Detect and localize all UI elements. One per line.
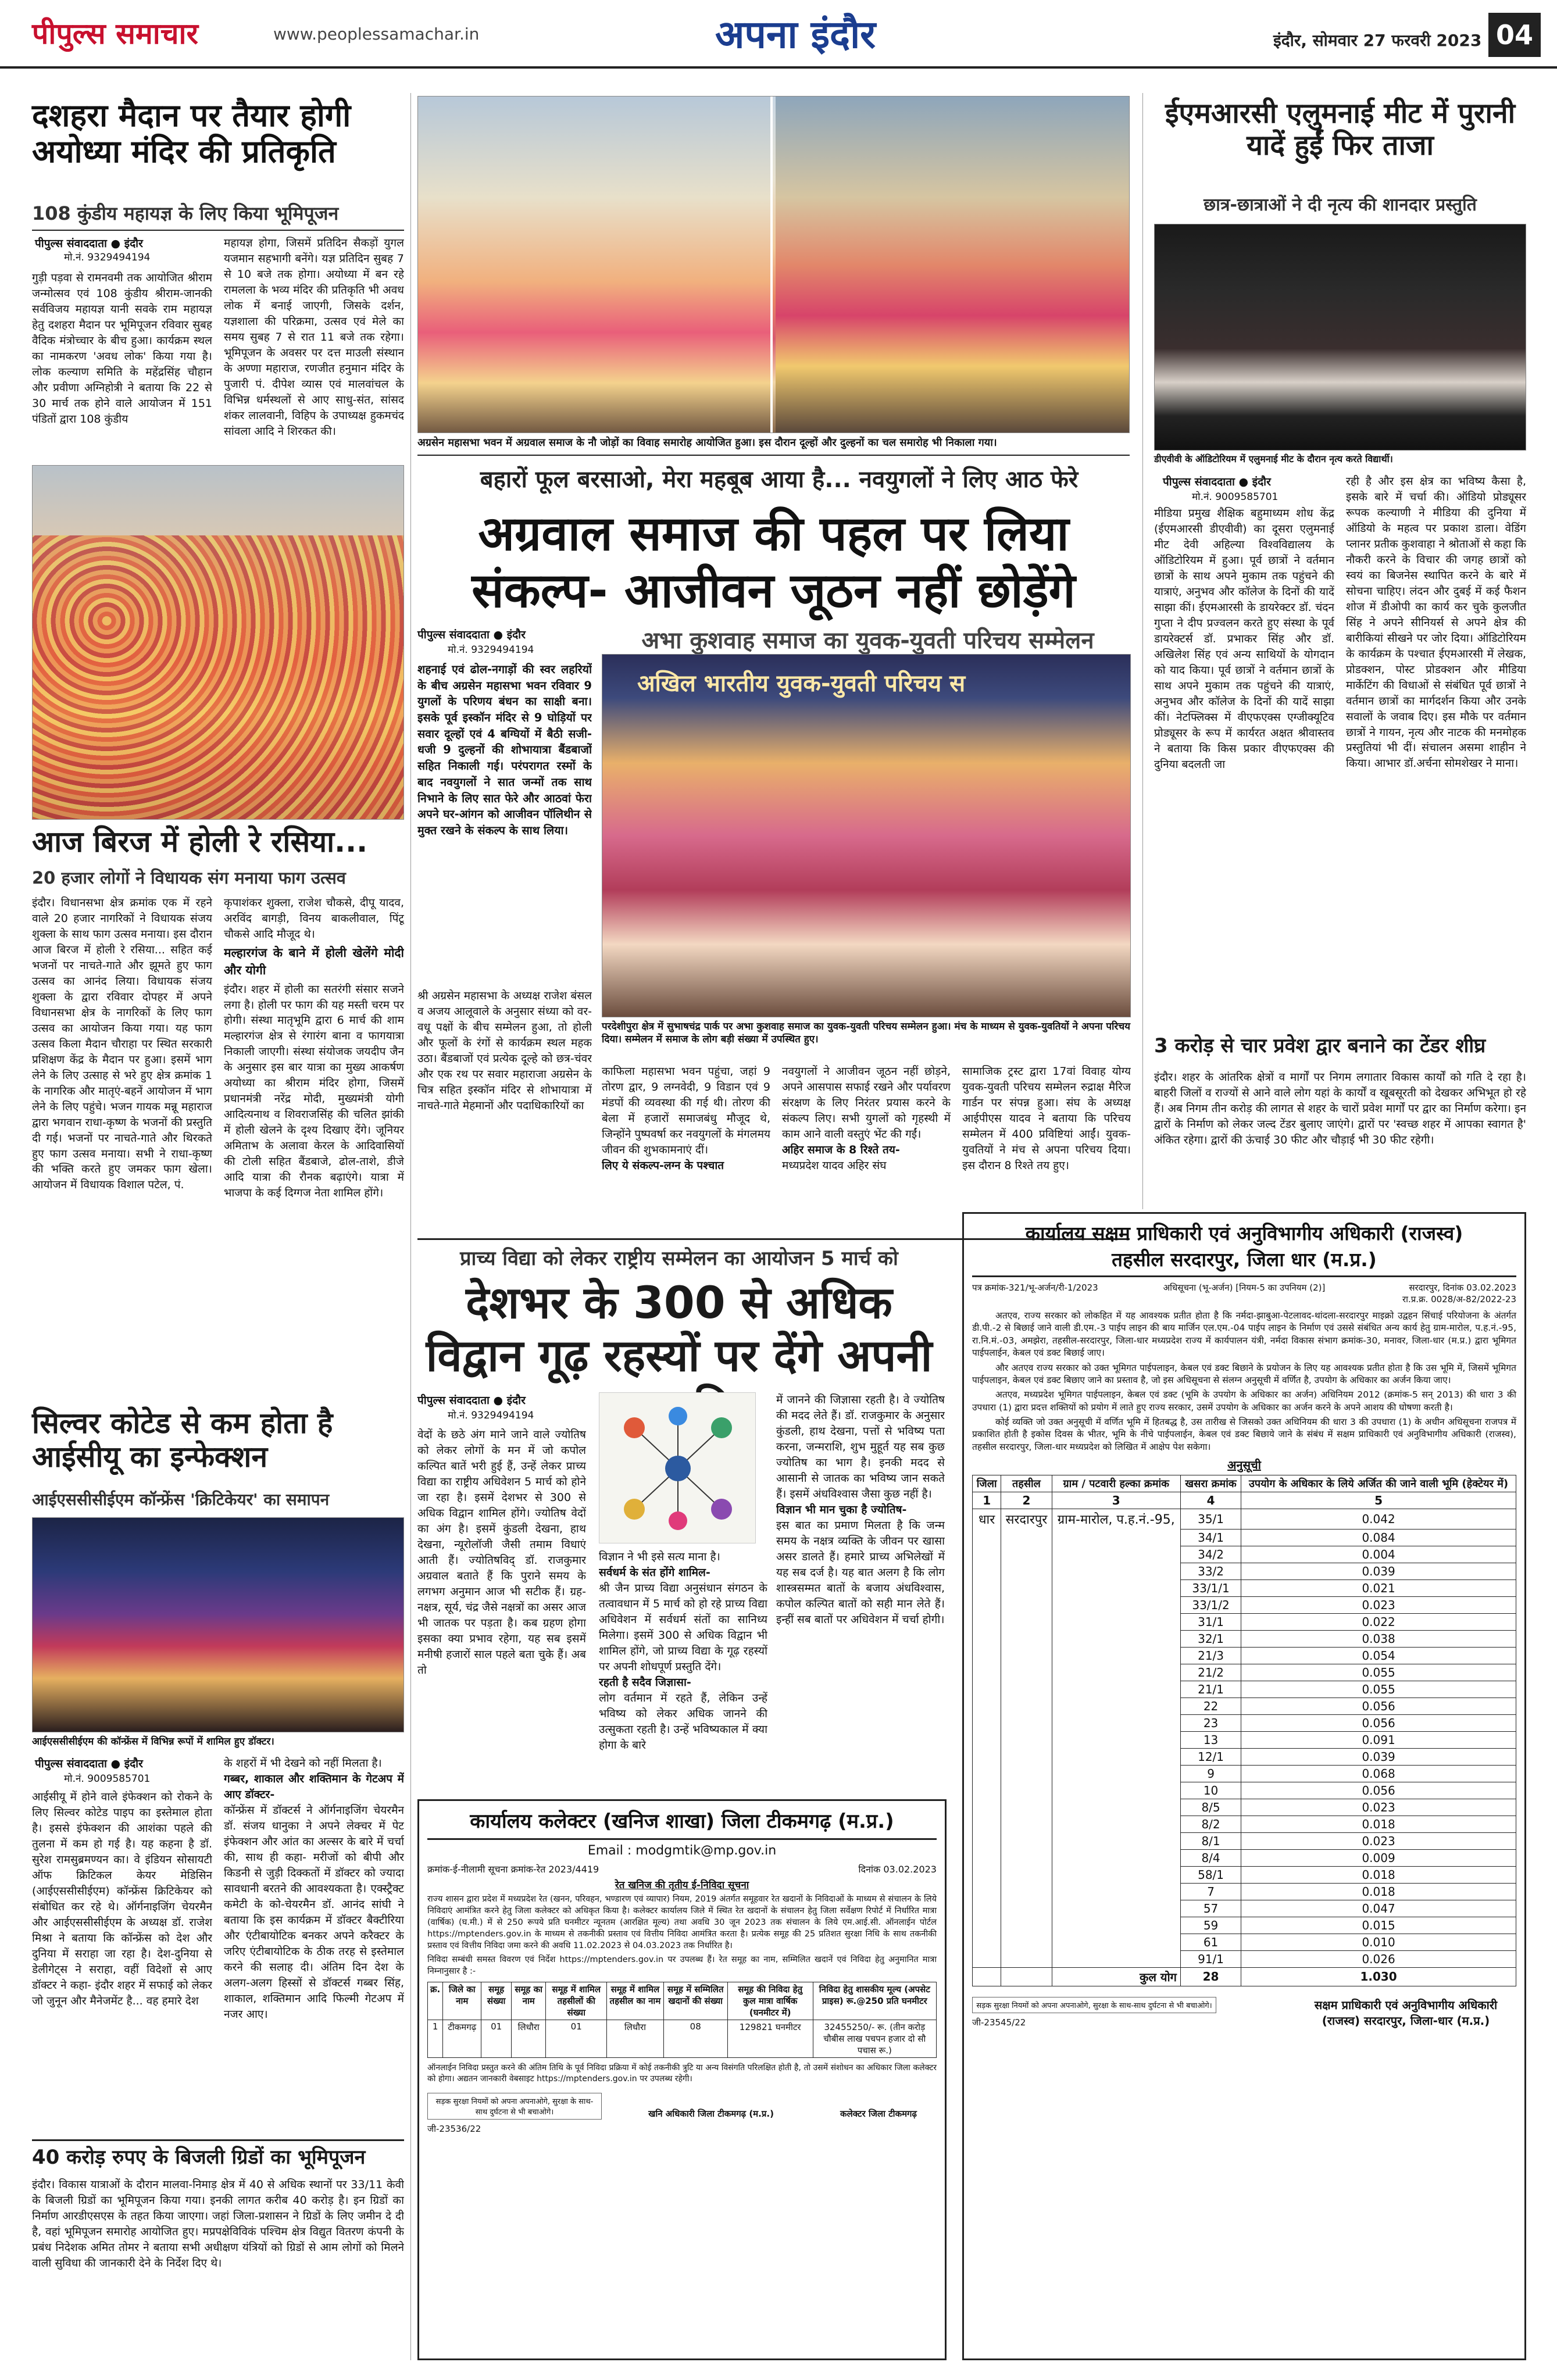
schedule-empty-cell bbox=[973, 1630, 1001, 1647]
schedule-row bbox=[973, 1509, 1516, 1530]
schedule-empty-cell bbox=[1052, 1883, 1180, 1900]
prachya-col1: वेदों के छठे अंग माने जाने वाले ज्योतिष को लेकर लोगों के मन में जो कपोल कल्पित बातें भरी हुई हैं, उन्हें लेकर प्राच्य विद्या का राष्ट्रीय अधिवेशन 5 मार्च को होने जा रहा है। इसमें देशभर से 300 से अधिक विद्वान शामिल होंगे। ज्योतिष वेदों का अंग है। इसमें कुंडली देखना, हाथ देखना, न्यूरोलॉजी जैसी तमाम विधाएं आती हैं। ज्योतिषविद् डॉ. राजकुमार अग्रवाल बताते हैं कि पुराने समय के लगभग अनुमान आज भी सटीक हैं। ग्रह-नक्षत्र, सूर्य, चंद्र जैसे नक्षत्रों का असर आज भी जातक पर पड़ता है। कब ग्रहण होगा इसका क्या प्रभाव रहेगा, यह सब इसमें मनीषी हजारों साल पहले बता चुके हैं। अब तो bbox=[417, 1428, 586, 1677]
dhar-ref-left: पत्र क्रमांक-321/भू-अर्जन/री-1/2023 bbox=[972, 1282, 1098, 1293]
tikamgarh-table-header: समूह संख्या bbox=[481, 1982, 512, 2020]
schedule-empty-cell bbox=[1052, 1647, 1180, 1664]
schedule-khasra: 58/1 bbox=[1180, 1866, 1241, 1883]
schedule-area: 0.018 bbox=[1241, 1866, 1516, 1883]
schedule-khasra: 22 bbox=[1180, 1698, 1241, 1714]
schedule-area: 0.021 bbox=[1241, 1579, 1516, 1596]
sammelan-banner-text: अखिल भारतीय युवक-युवती परिचय स bbox=[637, 670, 966, 697]
schedule-empty-cell bbox=[1052, 1782, 1180, 1799]
schedule-area: 0.018 bbox=[1241, 1816, 1516, 1832]
tikamgarh-body2: निविदा सम्बंधी समस्त विवरण एवं निर्देश https://mptenders.gov.in पर उपलब्ध हैं। रेत समूह का नाम, सम्मिलित खदानें एवं निविदा हेतु अनुमानित मात्रा निम्नानुसार है :- bbox=[427, 1955, 937, 1976]
schedule-empty-cell bbox=[973, 1799, 1001, 1816]
silver-photo-caption: आईएससीसीईएम की कॉन्फ्रेंस में विभिन्न रूपों में शामिल हुए डॉक्टर। bbox=[32, 1736, 274, 1748]
schedule-row bbox=[973, 1630, 1516, 1647]
schedule-khasra: 31/1 bbox=[1180, 1613, 1241, 1630]
schedule-empty-cell bbox=[1052, 1917, 1180, 1934]
schedule-khasra: 57 bbox=[1180, 1900, 1241, 1917]
schedule-khasra: 59 bbox=[1180, 1917, 1241, 1934]
dhar-body4: कोई व्यक्ति जो उक्त अनुसूची में वर्णित भूमि में हितबद्ध है, उस तारीख से जिसको उक्त अधिनियम की धारा 3 की उपधारा (1) के अधीन अधिसूचना राजपत्र में प्रकाशित होती है इकोस दिवस के भीतर, भूमि के नीचे पाईपलाईन, केबल एवं डक्ट बिछाये जाने के संबंध में सक्षम प्राधिकारी एवं अनुविभागीय अधिकारी (राजस्व), तहसील सरदारपुर, जिला-धार मध्यप्रदेश को लिखित में आक्षेप पेश सकेगा। bbox=[972, 1417, 1516, 1452]
schedule-empty-cell bbox=[973, 1832, 1001, 1849]
people-network-illustration bbox=[599, 1392, 756, 1543]
schedule-total-label: कुल योग bbox=[1052, 1967, 1180, 1986]
tikamgarh-subject: रेत खनिज की तृतीय ई-निविदा सूचना bbox=[615, 1879, 749, 1891]
schedule-empty-cell bbox=[1001, 1630, 1052, 1647]
tikamgarh-table-cell: टीकमगढ़ bbox=[443, 2020, 481, 2058]
dhar-notice bbox=[962, 1212, 1526, 2360]
dhar-body3: अतएव, मध्यप्रदेश भूमिगत पाईपलाइन, केबल एवं डक्ट (भूमि के उपयोग के अधिकार का अर्जन) अधिनियम 2012 (क्रमांक-5 सन् 2013) की धारा 3 की उपधारा (1) द्वारा प्रदत्त शक्तियों को प्रयोग में लाते हुए राज्य सरकार, उसमें उपयोग के अधिकार का अर्जन करने के अपने आशय की घोषणा करती है। bbox=[972, 1389, 1516, 1413]
schedule-empty-cell bbox=[1001, 1950, 1052, 1967]
silver-byline: पीपुल्स संवाददाता ● इंदौर bbox=[35, 1757, 143, 1770]
schedule-area: 0.056 bbox=[1241, 1714, 1516, 1731]
holi-subhead: 20 हजार लोगों ने विधायक संग मनाया फाग उत्सव bbox=[32, 868, 346, 888]
tikamgarh-table-cell: 1 bbox=[428, 2020, 443, 2058]
emrc-subhead: छात्र-छात्राओं ने दी नृत्य की शानदार प्रस्तुति bbox=[1204, 195, 1477, 215]
schedule-khasra: 21/1 bbox=[1180, 1681, 1241, 1698]
schedule-area: 0.010 bbox=[1241, 1934, 1516, 1950]
dhar-body2: और अतएव राज्य सरकार को उक्त भूमिगत पाईपलाइन, केबल एवं डक्ट बिछाने के प्रयोजन के लिए यह आवश्यक प्रतीत होता है कि उस भूमि में, जिसमें भूमिगत पाईपलाइन, केबल एवं डक्ट बिछाए जाने का प्रस्ताव है, जो इस अधिसूचना से संलग्न अनुसूची में वर्णित है, उपयोग के अधिकार का अर्जन किया जाए। bbox=[972, 1362, 1516, 1385]
schedule-empty-cell bbox=[1001, 1883, 1052, 1900]
tikamgarh-title: कार्यालय कलेक्टर (खनिज शाखा) जिला टीकमगढ़ (म.प्र.) bbox=[427, 1807, 937, 1840]
schedule-khasra: 21/2 bbox=[1180, 1664, 1241, 1681]
schedule-area: 0.084 bbox=[1241, 1529, 1516, 1546]
schedule-row bbox=[973, 1613, 1516, 1630]
emrc-headline: ईएमआरसी एलुमनाई मीट में पुरानी यादें हुईं फिर ताजा bbox=[1165, 97, 1516, 162]
schedule-empty-cell bbox=[973, 1546, 1001, 1563]
schedule-khasra: 8/5 bbox=[1180, 1799, 1241, 1816]
paper-logo: पीपुल्स समाचार bbox=[32, 17, 198, 51]
schedule-empty-cell bbox=[973, 1782, 1001, 1799]
prachya-col3: में जानने की जिज्ञासा रहती है। वे ज्योतिष की मदद लेते हैं। डॉ. राजकुमार के अनुसार कुंडली, हाथ देखना, पत्तों से भविष्य पता करना, जन्मराशि, शुभ मुहूर्त यह सब कुछ ज्योतिष का भाग है। इनकी मदद से आसानी से जातक का भविष्य जान सकते हैं। इसमें अंधविश्वास जैसा कुछ नहीं है। विज्ञान भी मान चुका है ज्योतिष- इस बात का प्रमाण मिलता है कि जन्म समय के नक्षत्र व्यक्ति के जीवन पर खासा असर डालते हैं। हमारे प्राच्य अभिलेखों में यह सब दर्ज है। यह बात अलग है कि लोग शास्त्रसम्मत बातों के बजाय अंधविश्वास, कपोल कल्पित बातों को सही मान लेते हैं। इन्हीं सब बातों पर अधिवेशन में चर्चा होगी। bbox=[776, 1393, 945, 1626]
dhar-ref-right: सरदारपुर, दिनांक 03.02.2023 bbox=[1409, 1282, 1516, 1293]
section-title: अपना इंदौर bbox=[715, 12, 876, 57]
tikamgarh-table-header: क्र. bbox=[428, 1982, 443, 2020]
prachya-col2: विज्ञान ने भी इसे सत्य माना है। सर्वधर्म के संत होंगे शामिल- श्री जैन प्राच्य विद्या अनुसंधान संगठन के तत्वावधान में 5 मार्च को हो रहे प्राच्य विद्या अधिवेशन में सर्वधर्म संतों का सानिध्य मिलेगा। इसमें 300 से अधिक विद्वान भी शामिल होंगे, जो प्राच्य विद्या के गूढ़ रहस्यों पर अपनी शोधपूर्ण प्रस्तुति देंगे। रहती है सदैव जिज्ञासा- लोग वर्तमान में रहते हैं, लेकिन उन्हें भविष्य को लेकर अधिक जानने की उत्सुकता रहती है। उन्हें भविष्यकाल में क्या होगा के बारे bbox=[599, 1550, 767, 1752]
schedule-row bbox=[973, 1799, 1516, 1816]
schedule-empty-cell bbox=[1052, 1832, 1180, 1849]
holi-headline: आज बिरज में होली रे रसिया... bbox=[32, 825, 368, 859]
schedule-row bbox=[973, 1529, 1516, 1546]
tikamgarh-email: Email : modgmtik@mp.gov.in bbox=[587, 1843, 777, 1858]
schedule-empty-cell bbox=[1001, 1563, 1052, 1579]
dateline: इंदौर, सोमवार 27 फरवरी 2023 bbox=[1273, 31, 1482, 50]
dhar-title2: तहसील सरदारपुर, जिला धार (म.प्र.) bbox=[972, 1246, 1516, 1277]
schedule-area: 0.068 bbox=[1241, 1765, 1516, 1782]
tikamgarh-table-cell: 01 bbox=[546, 2020, 607, 2058]
schedule-empty-cell bbox=[1052, 1664, 1180, 1681]
schedule-row bbox=[973, 1782, 1516, 1799]
emrc-mobile: मो.नं. 9009585701 bbox=[1192, 491, 1279, 503]
dhar-sign: सक्षम प्राधिकारी एवं अनुविभागीय अधिकारी (राजस्व) सरदारपुर, जिला-धार (म.प्र.) bbox=[1314, 1997, 1498, 2028]
emrc-dance-photo bbox=[1154, 224, 1526, 451]
schedule-column-number: 3 bbox=[1052, 1492, 1180, 1509]
schedule-empty-cell bbox=[1052, 1950, 1180, 1967]
schedule-area: 0.018 bbox=[1241, 1883, 1516, 1900]
schedule-column-number: 2 bbox=[1001, 1492, 1052, 1509]
schedule-khasra: 9 bbox=[1180, 1765, 1241, 1782]
schedule-empty-cell bbox=[1001, 1714, 1052, 1731]
schedule-row bbox=[973, 1714, 1516, 1731]
schedule-empty-cell bbox=[1001, 1765, 1052, 1782]
schedule-empty-cell bbox=[1001, 1613, 1052, 1630]
ayodhya-byline: पीपुल्स संवाददाता ● इंदौर bbox=[35, 237, 143, 250]
schedule-khasra: 34/1 bbox=[1180, 1529, 1241, 1546]
schedule-khasra: 34/2 bbox=[1180, 1546, 1241, 1563]
tikamgarh-table-cell: लिधौरा bbox=[607, 2020, 663, 2058]
schedule-khasra: 61 bbox=[1180, 1934, 1241, 1950]
schedule-khasra: 91/1 bbox=[1180, 1950, 1241, 1967]
schedule-row bbox=[973, 1883, 1516, 1900]
schedule-khasra: 10 bbox=[1180, 1782, 1241, 1799]
schedule-empty-cell bbox=[973, 1883, 1001, 1900]
kushwaha-col1: काफिला महासभा भवन पहुंचा, जहां 9 तोरण द्वार, 9 लग्नवेदी, 9 विडान एवं 9 मंडपों की व्यवस्था की गई थी। तोरण की बेला में हजारों समाजबंधु मौजूद थे, जिन्होंने पुष्पवर्षा कर नवयुगलों के मंगलमय जीवन की शुभकामनाएं दीं। लिए ये संकल्प-लग्न के पश्चात bbox=[602, 1065, 770, 1172]
schedule-empty-cell bbox=[1001, 1917, 1052, 1934]
wedding-kicker: बहारों फूल बरसाओ, मेरा महबूब आया है... नवयुगलों ने लिए आठ फेरे bbox=[480, 466, 1079, 493]
schedule-area: 0.039 bbox=[1241, 1748, 1516, 1765]
schedule-row bbox=[973, 1866, 1516, 1883]
schedule-tehsil: सरदारपुर bbox=[1001, 1509, 1052, 1530]
schedule-empty-cell bbox=[1001, 1546, 1052, 1563]
agrawal-lead: शहनाई एवं ढोल-नगाड़ों की स्वर लहरियों के बीच अग्रसेन महासभा भवन रविवार 9 युगलों के परिणय बंधन का साक्षी बना। इसके पूर्व इस्कॉन मंदिर से 9 घोड़ियों पर सवार दूल्हों एवं 4 बग्घियों में बैठी सजी-धजी 9 दुल्हनों की शोभायात्रा बैंडबाजों सहित निकाली गई। परंपरागत रस्मों के बाद नवयुगलों ने सात जन्मों तक साथ निभाने के लिए सात फेरे और आठवां फेरा अपने घर-आंगन को आजीवन पॉलिथीन से मुक्त रखने के संकल्प के साथ लिया। bbox=[417, 663, 592, 837]
schedule-row bbox=[973, 1563, 1516, 1579]
schedule-khasra: 8/2 bbox=[1180, 1816, 1241, 1832]
schedule-khasra: 33/1/1 bbox=[1180, 1579, 1241, 1596]
schedule-empty-cell bbox=[973, 1698, 1001, 1714]
tikamgarh-table-cell: 129821 घनमीटर bbox=[727, 2020, 813, 2058]
schedule-header: जिला bbox=[973, 1475, 1001, 1492]
schedule-empty-cell bbox=[1001, 1664, 1052, 1681]
schedule-row bbox=[973, 1681, 1516, 1698]
tikamgarh-footer-note: ऑनलाईन निविदा प्रस्तुत करने की अंतिम तिथि के पूर्व निविदा प्रक्रिया में कोई तकनीकी त्रुटि या अन्य विसंगति परिलक्षित होती है, तो उसमें संशोधन का अधिकार जिला कलेक्टर को होगा। अद्यतन जानकारी वेबसाइट https://mptenders.gov.in पर उपलब्ध रहेगी। bbox=[427, 2063, 937, 2084]
schedule-row bbox=[973, 1579, 1516, 1596]
schedule-empty-cell bbox=[973, 1765, 1001, 1782]
ayodhya-col2: महायज्ञ होगा, जिसमें प्रतिदिन सैकड़ों युगल यजमान सहभागी बनेंगे। यज्ञ प्रतिदिन सुबह 7 से 10 बजे तक होगा। अयोध्या में बन रहे रामलला के भव्य मंदिर की प्रतिकृति भी अवध लोक में बनाई जाएगी, जिसके दर्शन, यज्ञशाला की परिक्रमा, उत्सव एवं मेले का समय सुबह 7 से रात 11 बजे तक रहेगा। भूमिपूजन के अवसर पर दत्त माउली संस्थान के अण्णा महाराज, रणजीत हनुमान मंदिर के पुजारी पं. दीपेश व्यास एवं मालवांचल के विभिन्न धर्मस्थलों से आए साधु-संत, सांसद शंकर लालवानी, विहिप के उपाध्यक्ष हुकमचंद सांवला आदि ने शिरकत की। bbox=[224, 237, 404, 438]
yagya-crowd-photo bbox=[32, 465, 404, 820]
schedule-empty-cell bbox=[1052, 1714, 1180, 1731]
schedule-empty-cell bbox=[973, 1529, 1001, 1546]
kushwaha-photo-caption: परदेशीपुरा क्षेत्र में सुभाषचंद्र पार्क पर अभा कुशवाह समाज का युवक-युवती परिचय सम्मेलन हुआ। मंच के माध्यम से युवक-युवतियों ने अपना परिचय दिया। सम्मेलन में समाज के लोग बड़ी संख्या में उपस्थित हुए। bbox=[602, 1021, 1131, 1046]
schedule-empty-cell bbox=[1052, 1816, 1180, 1832]
schedule-row bbox=[973, 1664, 1516, 1681]
schedule-empty-cell bbox=[973, 1613, 1001, 1630]
schedule-district: धार bbox=[973, 1509, 1001, 1530]
schedule-khasra: 8/4 bbox=[1180, 1849, 1241, 1866]
prachya-headline: देशभर के 300 से अधिक विद्वान गूढ़ रहस्यों पर देंगे अपनी bbox=[426, 1277, 933, 1382]
schedule-empty-cell bbox=[1052, 1563, 1180, 1579]
schedule-area: 0.055 bbox=[1241, 1681, 1516, 1698]
schedule-empty-cell bbox=[1052, 1799, 1180, 1816]
schedule-khasra: 13 bbox=[1180, 1731, 1241, 1748]
schedule-empty-cell bbox=[1052, 1934, 1180, 1950]
schedule-empty-cell bbox=[1052, 1849, 1180, 1866]
schedule-empty-cell bbox=[973, 1563, 1001, 1579]
schedule-column-number: 5 bbox=[1241, 1492, 1516, 1509]
schedule-column-number: 1 bbox=[973, 1492, 1001, 1509]
kushwaha-col3: सामाजिक ट्रस्ट द्वारा 17वां विवाह योग्य युवक-युवती परिचय सम्मेलन रुद्राक्ष मैरिज गार्डन पर संपन्न हुआ। संघ के अध्यक्ष आईपीएस यादव ने बताया कि परिचय सम्मेलन में 400 प्रविष्टियां आईं। युवक-युवतियों ने मंच से अपना परिचय दिया। इस दौरान 8 रिश्ते तय हुए। bbox=[962, 1065, 1131, 1172]
silver-subhead: आईएससीसीईएम कॉन्फ्रेंस 'क्रिटिकेयर' का समापन bbox=[32, 1490, 330, 1509]
tikamgarh-table-cell: 08 bbox=[663, 2020, 727, 2058]
ayodhya-col1: गुड़ी पड़वा से रामनवमी तक आयोजित श्रीराम जन्मोत्सव एवं 108 कुंडीय श्रीराम-जानकी सर्वविजय महायज्ञ यानी सवके राम महायज्ञ हेतु दशहरा मैदान पर भूमिपूजन रविवार सुबह वैदिक मंत्रोच्चार के बीच हुआ। कार्यक्रम स्थल का नामकरण 'अवध लोक' किया गया है। लोक कल्याण समिति के महेंद्रसिंह चौहान और प्रवीणा अग्निहोत्री ने बताया कि 22 से 30 मार्च तक होने वाले आयोजन में 151 पंडितों द्वारा 108 कुंडीय bbox=[32, 271, 212, 426]
schedule-header: तहसील bbox=[1001, 1475, 1052, 1492]
dhar-ref-mid: अधिसूचना (भू-अर्जन) [नियम-5 का उपनियम (2)] bbox=[1163, 1282, 1326, 1293]
ayodhya-subhead: 108 कुंडीय महायज्ञ के लिए किया भूमिपूजन bbox=[32, 202, 339, 224]
schedule-empty-cell bbox=[1052, 1698, 1180, 1714]
tikamgarh-table-header: समूह में सम्मिलित खदानों की संख्या bbox=[663, 1982, 727, 2020]
schedule-empty-cell bbox=[1001, 1900, 1052, 1917]
schedule-khasra: 33/1/2 bbox=[1180, 1596, 1241, 1613]
schedule-row bbox=[973, 1731, 1516, 1748]
schedule-row bbox=[973, 1832, 1516, 1849]
agrawal-byline: पीपुल्स संवाददाता ● इंदौर bbox=[417, 628, 526, 641]
schedule-area: 0.015 bbox=[1241, 1917, 1516, 1934]
schedule-area: 0.038 bbox=[1241, 1630, 1516, 1647]
schedule-empty-cell bbox=[1052, 1613, 1180, 1630]
schedule-empty-cell bbox=[973, 1934, 1001, 1950]
tikamgarh-table-cell: 01 bbox=[481, 2020, 512, 2058]
schedule-empty-cell bbox=[973, 1950, 1001, 1967]
schedule-empty-cell bbox=[1052, 1866, 1180, 1883]
tikamgarh-table-cell: लिधौरा bbox=[512, 2020, 546, 2058]
kushwaha-col2: नवयुगलों ने आजीवन जूठन नहीं छोड़ने, अपने आसपास सफाई रखने और पर्यावरण संरक्षण के लिए निरंतर प्रयास करने के संकल्प लिए। सभी युगलों को गृहस्थी में काम आने वाली वस्तुएं भेंट की गईं। अहिर समाज के 8 रिश्ते तय- मध्यप्रदेश यादव अहिर संघ bbox=[782, 1065, 951, 1172]
schedule-empty-cell bbox=[973, 1596, 1001, 1613]
schedule-empty-cell bbox=[973, 1849, 1001, 1866]
schedule-khasra: 33/2 bbox=[1180, 1563, 1241, 1579]
criticare-stage-photo bbox=[32, 1517, 404, 1732]
tikamgarh-date: दिनांक 03.02.2023 bbox=[858, 1864, 937, 1875]
schedule-total-count: 28 bbox=[1180, 1967, 1241, 1986]
schedule-row bbox=[973, 1900, 1516, 1917]
schedule-area: 0.023 bbox=[1241, 1799, 1516, 1816]
schedule-area: 0.054 bbox=[1241, 1647, 1516, 1664]
schedule-empty-cell bbox=[973, 1714, 1001, 1731]
schedule-empty-cell bbox=[973, 1664, 1001, 1681]
schedule-empty-cell bbox=[973, 1681, 1001, 1698]
schedule-row bbox=[973, 1748, 1516, 1765]
dhar-body: अतएव, राज्य सरकार को लोकहित में यह आवश्यक प्रतीत होता है कि नर्मदा-झाबुआ-पेटलावद-थांदला-सरदारपुर माइक्रो उद्वहन सिंचाई परियोजना के अंतर्गत डी.पी.-2 से बिछाई जाने वाली डी.एम.-3 पाईप लाइन की बाय मार्जिन एल.एम.-04 पाईप लाइन के निर्माण एवं उससे संबंधित अन्य कार्य हेतु ग्राम-मारोल, प.ह.नं.-95, रा.नि.मं.-03, अमझेरा, तहसील-सरदारपुर, जिला-धार मध्यप्रदेश राज्य में कार्यपालन यंत्री, नर्मदा विकास संभाग क्रमांक-30, मनावर, जिला-धार (म.प्र.) द्वारा भूमिगत पाईपलाईन, केबल एवं डक्ट बिछाई जाए। bbox=[972, 1310, 1516, 1359]
schedule-row bbox=[973, 1849, 1516, 1866]
wedding-photo-caption: अग्रसेन महासभा भवन में अग्रवाल समाज के नौ जोड़ों का विवाह समारोह आयोजित हुआ। इस दौरान दूल्हों और दुल्हनों का चल समारोह भी निकाला गया। bbox=[417, 437, 997, 449]
schedule-area: 0.091 bbox=[1241, 1731, 1516, 1748]
schedule-row bbox=[973, 1816, 1516, 1832]
schedule-khasra: 32/1 bbox=[1180, 1630, 1241, 1647]
kushwaha-kicker: अभा कुशवाह समाज का युवक-युवती परिचय सम्मेलन bbox=[641, 627, 1094, 654]
schedule-empty-cell bbox=[1052, 1748, 1180, 1765]
schedule-area: 0.004 bbox=[1241, 1546, 1516, 1563]
tikamgarh-notice bbox=[417, 1799, 947, 2360]
schedule-empty-cell bbox=[1001, 1579, 1052, 1596]
tikamgarh-body: राज्य शासन द्वारा प्रदेश में मध्यप्रदेश रेत (खनन, परिवहन, भण्डारण एवं व्यापार) नियम, 2019 अंतर्गत समूहवार रेत खदानों के निविदाओं के माध्यम से संचालन के लिये निविदाएं आमंत्रित करने हेतु जिला कलेक्टर को अधिकृत किया है। कलेक्टर कार्यालय जिले में स्थित रेत खदानों के संचालन हेतु जिला सर्वेक्षण रिपोर्ट में निर्धारित मात्रा (वार्षिक) (घ.मी.) में से 250 रूपये प्रति घनमीटर न्यूनतम (आरक्षित मूल्य) तथा अवधि 30 जून 2023 तक संचालन के लिये एम.आई.सी. ऑनलाईन पोर्टल https://mptenders.gov.in के माध्यम से तकनीकी प्रस्ताव एवं वित्तीय निविदा आमंत्रित करता है। प्रत्येक समूह की 25 प्रतिशत सुरक्षा निधि के साथ तकनीकी प्रस्ताव एवं वित्तीय निविदा जमा करने की अवधि 11.02.2023 से 04.03.2023 तक निर्धारित है। bbox=[427, 1895, 937, 1950]
schedule-area: 0.042 bbox=[1241, 1509, 1516, 1530]
dhar-jee: जी-23545/22 bbox=[972, 2017, 1026, 2028]
schedule-empty-cell bbox=[1052, 1731, 1180, 1748]
schedule-empty-cell bbox=[1001, 1849, 1052, 1866]
schedule-row bbox=[973, 1647, 1516, 1664]
schedule-khasra: 7 bbox=[1180, 1883, 1241, 1900]
schedule-empty-cell bbox=[1001, 1529, 1052, 1546]
schedule-empty-cell bbox=[1052, 1900, 1180, 1917]
schedule-empty-cell bbox=[1052, 1596, 1180, 1613]
agrawal-headline: अग्रवाल समाज की पहल पर लिया संकल्प- आजीवन जूठन नहीं छोड़ेंगे bbox=[472, 506, 1076, 619]
schedule-row bbox=[973, 1765, 1516, 1782]
schedule-row bbox=[973, 1698, 1516, 1714]
schedule-empty-cell bbox=[1001, 1731, 1052, 1748]
page-number: 04 bbox=[1488, 13, 1541, 57]
tikamgarh-table-cell: 32455250/- रू. (तीन करोड़ चौबीस लाख पचपन हजार दो सौ पचास रू.) bbox=[813, 2020, 936, 2058]
schedule-header: उपयोग के अधिकार के लिये अर्जित की जाने वाली भूमि (हेक्टेयर में) bbox=[1241, 1475, 1516, 1492]
prachya-mobile: मो.नं. 9329494194 bbox=[448, 1410, 534, 1421]
schedule-empty-cell bbox=[1001, 1866, 1052, 1883]
holi-col1: इंदौर। विधानसभा क्षेत्र क्रमांक एक में रहने वाले 20 हजार नागरिकों ने विधायक संजय शुक्ला के साथ फाग उत्सव मनाया। इस दौरान आज बिरज में होली रे रसिया... सहित कई भजनों पर नाचते-गाते और झूमते हुए फाग उत्सव का आनंद लिया। विधायक संजय शुक्ला के द्वारा रविवार दोपहर में अपने विधानसभा क्षेत्र के नागरिकों के लिए फाग उत्सव का आयोजन किया गया। यह फाग उत्सव किला मैदान चौराहा पर स्थित सरकारी प्रशिक्षण केंद्र के मैदान पर हुआ। इसमें भाग लेने के लिए उत्साह से भरे हुए क्षेत्र क्रमांक 1 के नागरिक और मातृएं-बहनें आयोजन में भाग लेने के लिए पहुंचे। भजन गायक मन्नू महाराज द्वारा भगवान राधा-कृष्ण के भजनों की प्रस्तुति दी गई। भजनों पर नाचते-गाते और थिरकते हुए फाग उत्सव मनाया। सभी ने राधा-कृष्ण की भक्ति करते हुए जमकर फाग खेला। आयोजन में विधायक विशाल पटेल, पं. bbox=[32, 896, 212, 1192]
schedule-area: 0.056 bbox=[1241, 1782, 1516, 1799]
schedule-khasra: 8/1 bbox=[1180, 1832, 1241, 1849]
silver-col2: के शहरों में भी देखने को नहीं मिलता है। गब्बर, शाकाल और शक्तिमान के गेटअप में आए डॉक्टर- कॉन्फ्रेंस में डॉक्टर्स ने ऑर्गनाइजिंग चेयरमैन डॉ. संजय धानुका ने अपने लेक्चर में पेट इंफेक्शन और आंत का अल्सर के बारे में चर्चा की, साथ ही कहा- मरीजों को बीपी और किडनी से जुड़ी दिक्कतों में डॉक्टर को ज्यादा सावधानी बरतने की आवश्यकता है। एक्स्ट्रैक्ट कमेटी के को-चेयरमैन डॉ. आनंद सांघी ने बताया कि इस कार्यक्रम में डॉक्टर बैक्टीरिया और एंटीबायोटिक बनकर अपने करैक्टर के जरिए एंटीबायोटिक के ठीक तरह से इस्तेमाल करने की सलाह दी। अंतिम दिन देश के अलग-अलग हिस्सों से डॉक्टर्स गब्बर सिंह, शाकाल, शक्तिमान आदि फिल्मी गेटअप में नजर आए। bbox=[224, 1757, 404, 2021]
tender-headline: 3 करोड़ से चार प्रवेश द्वार बनाने का टेंडर शीघ्र bbox=[1154, 1034, 1486, 1057]
wedding-procession-photo bbox=[417, 96, 1130, 433]
schedule-empty-cell bbox=[1001, 1647, 1052, 1664]
agrawal-para2: श्री अग्रसेन महासभा के अध्यक्ष राजेश बंसल व अजय आलूवाले के अनुसार संध्या को वर-वधू पक्षों के बीच सम्मेलन हुआ, तो होली और फूलों के रंगों से कार्यक्रम स्थल महक उठा। बैंडबाजों एवं प्रत्येक दूल्हे को छत्र-चंवर और एक रथ पर सवार महाराजा अग्रसेन के चित्र सहित इस्कॉन मंदिर से शोभायात्रा में नाचते-गाते मेहमानों और पदाधिकारियों का bbox=[417, 989, 592, 1112]
prachya-byline: पीपुल्स संवाददाता ● इंदौर bbox=[417, 1394, 526, 1407]
ayodhya-mobile: मो.नं. 9329494194 bbox=[64, 252, 151, 263]
schedule-empty-cell bbox=[973, 1579, 1001, 1596]
schedule-row bbox=[973, 1546, 1516, 1563]
schedule-empty-cell bbox=[1001, 1681, 1052, 1698]
schedule-khasra: 35/1 bbox=[1180, 1509, 1241, 1530]
schedule-empty-cell bbox=[973, 1900, 1001, 1917]
schedule-khasra: 21/3 bbox=[1180, 1647, 1241, 1664]
schedule-empty-cell bbox=[1001, 1698, 1052, 1714]
silver-mobile: मो.नं. 9009585701 bbox=[64, 1773, 151, 1785]
schedule-empty-cell bbox=[973, 1647, 1001, 1664]
grid-headline: 40 करोड़ रुपए के बिजली ग्रिडों का भूमिपूजन bbox=[32, 2146, 366, 2169]
dhar-ref-right2: रा.प्र.क्र. 0028/अ-82/2022-23 bbox=[1402, 1294, 1516, 1305]
schedule-empty-cell bbox=[1001, 1934, 1052, 1950]
schedule-empty-cell bbox=[1001, 1596, 1052, 1613]
schedule-empty-cell bbox=[1001, 1799, 1052, 1816]
schedule-area: 0.023 bbox=[1241, 1832, 1516, 1849]
dhar-schedule-title: अनुसूची bbox=[1227, 1458, 1261, 1473]
tikamgarh-slogan: सड़क सुरक्षा नियमों को अपना अपनाओगे, सुरक्षा के साथ-साथ दुर्घटना से भी बचाओगे। bbox=[427, 2093, 602, 2120]
schedule-row bbox=[973, 1917, 1516, 1934]
grid-text: इंदौर। विकास यात्राओं के दौरान मालवा-निमाड़ क्षेत्र में 40 से अधिक स्थानों पर 33/11 केवी के बिजली ग्रिडों का भूमिपूजन किया गया। इनकी लागत करीब 40 करोड़ है। इन ग्रिडों का निर्माण आरडीएसएस के तहत किया जाएगा। जहां जिला-प्रशासन ने ग्रिडों के लिए जमीन दे दी है, वहां भूमिपूजन समारोह आयोजित हुए। मप्रपक्षेविविकं पश्चिम क्षेत्र विद्युत वितरण कंपनी के प्रबंध निदेशक अमित तोमर ने बताया सभी अधीक्षण यंत्रियों को ग्रिडों से आम लोगों को मिलने वाली सुविधा की जानकारी देने के निर्देश दिए थे। bbox=[32, 2178, 404, 2270]
tikamgarh-table bbox=[427, 1982, 937, 2058]
tikamgarh-jee: जी-23536/22 bbox=[427, 2123, 481, 2134]
schedule-row bbox=[973, 1596, 1516, 1613]
ayodhya-headline: दशहरा मैदान पर तैयार होगी अयोध्या मंदिर की प्रतिकृति bbox=[32, 97, 351, 170]
dhar-title1: कार्यालय सक्षम प्राधिकारी एवं अनुविभागीय अधिकारी (राजस्व) bbox=[1025, 1222, 1463, 1245]
schedule-area: 0.009 bbox=[1241, 1849, 1516, 1866]
schedule-header: खसरा क्रमांक bbox=[1180, 1475, 1241, 1492]
schedule-empty-cell bbox=[1052, 1579, 1180, 1596]
tikamgarh-table-header: समूह की निविदा हेतु कुल मात्रा वार्षिक (घनमीटर में) bbox=[727, 1982, 813, 2020]
schedule-row bbox=[973, 1950, 1516, 1967]
schedule-khasra: 12/1 bbox=[1180, 1748, 1241, 1765]
emrc-photo-caption: डीएवीवी के ऑडिटोरियम में एलुमनाई मीट के दौरान नृत्य करते विद्यार्थी। bbox=[1154, 453, 1393, 464]
schedule-area: 0.026 bbox=[1241, 1950, 1516, 1967]
schedule-empty-cell bbox=[973, 1748, 1001, 1765]
tikamgarh-table-header: समूह में शामिल तहसील का नाम bbox=[607, 1982, 663, 2020]
schedule-empty-cell bbox=[1052, 1765, 1180, 1782]
schedule-column-number: 4 bbox=[1180, 1492, 1241, 1509]
silver-col1: आईसीयू में होने वाले इंफेक्शन को रोकने के लिए सिल्वर कोटेड पाइप का इस्तेमाल होता है। इससे इंफेक्शन की आशंका पहले की तुलना में कम हो गई है। यह कहना है डॉ. सुरेश रामसुब्रमण्यन का। वे इंडियन सोसायटी ऑफ क्रिटिकल केयर मेडिसिन (आईएससीसीईएम) कॉन्फ्रेंस क्रिटिकेयर को संबोधित कर रहे थे। ऑर्गनाइजिंग चेयरमैन और आईएससीसीईएम के अध्यक्ष डॉ. राजेश मिश्रा ने बताया कि कॉन्फ्रेंस को देश और दुनिया में सराहा जा रहा है। देश-दुनिया से डेलीगेट्स ने सराहा, वहीं विदेशों से आए डॉक्टर ने कहा- इंदौर शहर में सफाई को लेकर जो जुनून और मैनेजमेंट है... वह हमारे देश bbox=[32, 1791, 212, 2007]
schedule-empty-cell bbox=[1001, 1816, 1052, 1832]
schedule-empty-cell bbox=[973, 1816, 1001, 1832]
schedule-village: ग्राम-मारोल, प.ह.नं.-95, bbox=[1052, 1509, 1180, 1530]
schedule-empty-cell bbox=[1001, 1832, 1052, 1849]
tender-text: इंदौर। शहर के आंतरिक क्षेत्रों व मार्गों पर निगम लगातार विकास कार्यों को गति दे रहा है। बाहरी जिलों व राज्यों से आने वाले लोग यहां के कार्यों व खूबसूरती को देखकर अभिभूत हो रहे हैं। अब निगम तीन करोड़ की लागत से शहर के चारों प्रवेश मार्गों पर द्वार का निर्माण करेगा। इन द्वारों के निर्माण को लेकर जल्द टेंडर बुलाए जाएंगे। द्वारों पर 'स्वच्छ शहर में आपका स्वागत है' अंकित रहेगा। द्वारों की ऊंचाई 30 फीट और चौड़ाई भी 30 फीट रहेगी। bbox=[1154, 1071, 1526, 1146]
schedule-empty-cell bbox=[1001, 1782, 1052, 1799]
silver-headline: सिल्वर कोटेड से कम होता है आईसीयू का इन्फेक्शन bbox=[32, 1406, 333, 1474]
schedule-khasra: 23 bbox=[1180, 1714, 1241, 1731]
schedule-area: 0.047 bbox=[1241, 1900, 1516, 1917]
masthead bbox=[0, 0, 1557, 69]
schedule-empty-cell bbox=[1052, 1546, 1180, 1563]
tikamgarh-sign2: कलेक्टर जिला टीकमगढ़ bbox=[840, 2108, 917, 2119]
website-url[interactable]: www.peoplessamachar.in bbox=[273, 24, 480, 44]
schedule-empty-cell bbox=[1052, 1630, 1180, 1647]
schedule-row bbox=[973, 1934, 1516, 1950]
schedule-area: 0.055 bbox=[1241, 1664, 1516, 1681]
tikamgarh-table-header: समूह का नाम bbox=[512, 1982, 546, 2020]
schedule-header: ग्राम / पटवारी हल्का क्रमांक bbox=[1052, 1475, 1180, 1492]
emrc-col2: रही है और इस क्षेत्र का भविष्य कैसा है, इसके बारे में चर्चा की। ऑडियो प्रोड्यूसर रूपक कल्याणी ने मीडिया की दुनिया में ऑडियो के महत्व पर प्रकाश डाला। वेडिंग प्लानर प्रतीक कुशवाहा ने श्रोताओं से कहा कि नौकरी करने के विचार की जगह छात्रों को स्वयं का बिजनेस स्थापित करने के बारे में सोचना चाहिए। लंदन और दुबई में कई फैशन शोज में डीओपी का कार्य कर चुके कुलजीत सिंह ने अपने सीनियर्स से अपने क्षेत्र की बारीकियां सीखने पर जोर दिया। ऑडिटोरियम के कार्यक्रम के पश्चात ईएमआरसी में लेखक, प्रोडक्शन, पोस्ट प्रोडक्शन और मीडिया मार्केटिंग की विधाओं से संबंधित पूर्व छात्रों ने वर्तमान छात्रों का मार्गदर्शन किया और उनके सवालों के जवाब दिए। इस मौके पर वर्तमान छात्रों ने गायन, नृत्य और नाटक की मनमोहक प्रस्तुतियां भी दीं। संचालन असमा शाहीन ने किया। आभार डॉ.अर्चना सोमशेखर ने माना। bbox=[1346, 475, 1526, 770]
kushwaha-sammelan-photo bbox=[602, 654, 1131, 1017]
schedule-empty-cell bbox=[1052, 1681, 1180, 1698]
schedule-empty-cell bbox=[973, 1731, 1001, 1748]
dhar-schedule-table bbox=[972, 1475, 1516, 1986]
tikamgarh-table-header: निविदा हेतु शासकीय मूल्य (अपसेट प्राइस) रू.@250 प्रति घनमीटर bbox=[813, 1982, 936, 2020]
emrc-byline: पीपुल्स संवाददाता ● इंदौर bbox=[1163, 476, 1271, 488]
schedule-area: 0.022 bbox=[1241, 1613, 1516, 1630]
holi-col2: कृपाशंकर शुक्ला, राजेश चौकसे, दीपू यादव, अरविंद बागड़ी, विनय बाकलीवाल, पिंटू चौकसे आदि मौजूद थे। मल्हारगंज के बाने में होली खेलेंगे मोदी और योगी इंदौर। शहर में होली का सतरंगी संसार सजने लगा है। होली पर फाग की यह मस्ती चरम पर होगी। संस्था मातृभूमि द्वारा 6 मार्च की शाम मल्हारगंज क्षेत्र से रंगारंग बाना व फागयात्रा निकाली जाएगी। संस्था संयोजक जयदीप जैन के अनुसार इस बार यात्रा का मुख्य आकर्षण अयोध्या का श्रीराम मंदिर होगा, जिसमें प्रधानमंत्री नरेंद्र मोदी, मुख्यमंत्री योगी आदित्यनाथ व शिवराजसिंह की चलित झांकी में होली खेलने के दृश्य दिखाए देंगे। जूनियर अमिताभ के अलावा केरल के आदिवासियों की टोली सहित बैंडबाजे, ढोल-ताशे, डीजे आदि यात्रा की रौनक बढ़ाएंगे। यात्रा में भाजपा के कई दिग्गज नेता शामिल होंगे। bbox=[224, 896, 404, 1200]
schedule-total-area: 1.030 bbox=[1241, 1967, 1516, 1986]
tikamgarh-sign1: खनि अधिकारी जिला टीकमगढ़ (म.प्र.) bbox=[648, 2108, 774, 2119]
tikamgarh-table-header: जिले का नाम bbox=[443, 1982, 481, 2020]
schedule-empty-cell bbox=[1001, 1967, 1052, 1986]
schedule-empty-cell bbox=[1001, 1748, 1052, 1765]
schedule-empty-cell bbox=[1052, 1529, 1180, 1546]
schedule-empty-cell bbox=[973, 1866, 1001, 1883]
agrawal-mobile: मो.नं. 9329494194 bbox=[448, 644, 534, 656]
dhar-slogan: सड़क सुरक्षा नियमों को अपना अपनाओगे, सुरक्षा के साथ-साथ दुर्घटना से भी बचाओगे। bbox=[972, 1997, 1216, 2013]
schedule-empty-cell bbox=[973, 1967, 1001, 1986]
schedule-empty-cell bbox=[973, 1917, 1001, 1934]
schedule-area: 0.056 bbox=[1241, 1698, 1516, 1714]
tikamgarh-table-header: समूह में शामिल तहसीलों की संख्या bbox=[546, 1982, 607, 2020]
tikamgarh-ref: क्रमांक-ई-नीलामी सूचना क्रमांक-रेत 2023/4419 bbox=[427, 1864, 599, 1875]
schedule-area: 0.039 bbox=[1241, 1563, 1516, 1579]
schedule-area: 0.023 bbox=[1241, 1596, 1516, 1613]
prachya-kicker: प्राच्य विद्या को लेकर राष्ट्रीय सम्मेलन का आयोजन 5 मार्च को bbox=[460, 1247, 898, 1270]
emrc-col1: मीडिया प्रमुख शैक्षिक बहुमाध्यम शोध केंद्र (ईएमआरसी डीएवीवी) का दूसरा एलुमनाई मीट देवी अहिल्या विश्वविद्यालय के ऑडिटोरियम में हुआ। पूर्व छात्रों ने वर्तमान छात्रों के साथ अपने मुकाम तक पहुंचने की यात्राएं, अनुभव और कॉलेज के दिनों की यादें साझा कीं। ईएमआरसी के डायरेक्टर डॉ. चंदन गुप्ता ने दीप प्रज्वलन करते हुए संस्था के पूर्व डायरेक्टर्स डॉ. प्रभाकर सिंह और डॉ. अखिलेश सिंह एवं अन्य साथियों के योगदान को याद किया। पूर्व छात्रों ने वर्तमान छात्रों के साथ अपने मुकाम तक पहुंचने की यात्राएं, अनुभव और कॉलेज के दिनों की यादें साझा कीं। नेटफ्लिक्स में वीएफएक्स एग्जीक्यूटिव प्रोड्यूसर के रूप में कार्यरत अक्षत श्रीवास्तव ने बताया कि किस प्रकार वीएफएक्स की दुनिया बदलती जा bbox=[1154, 507, 1334, 771]
